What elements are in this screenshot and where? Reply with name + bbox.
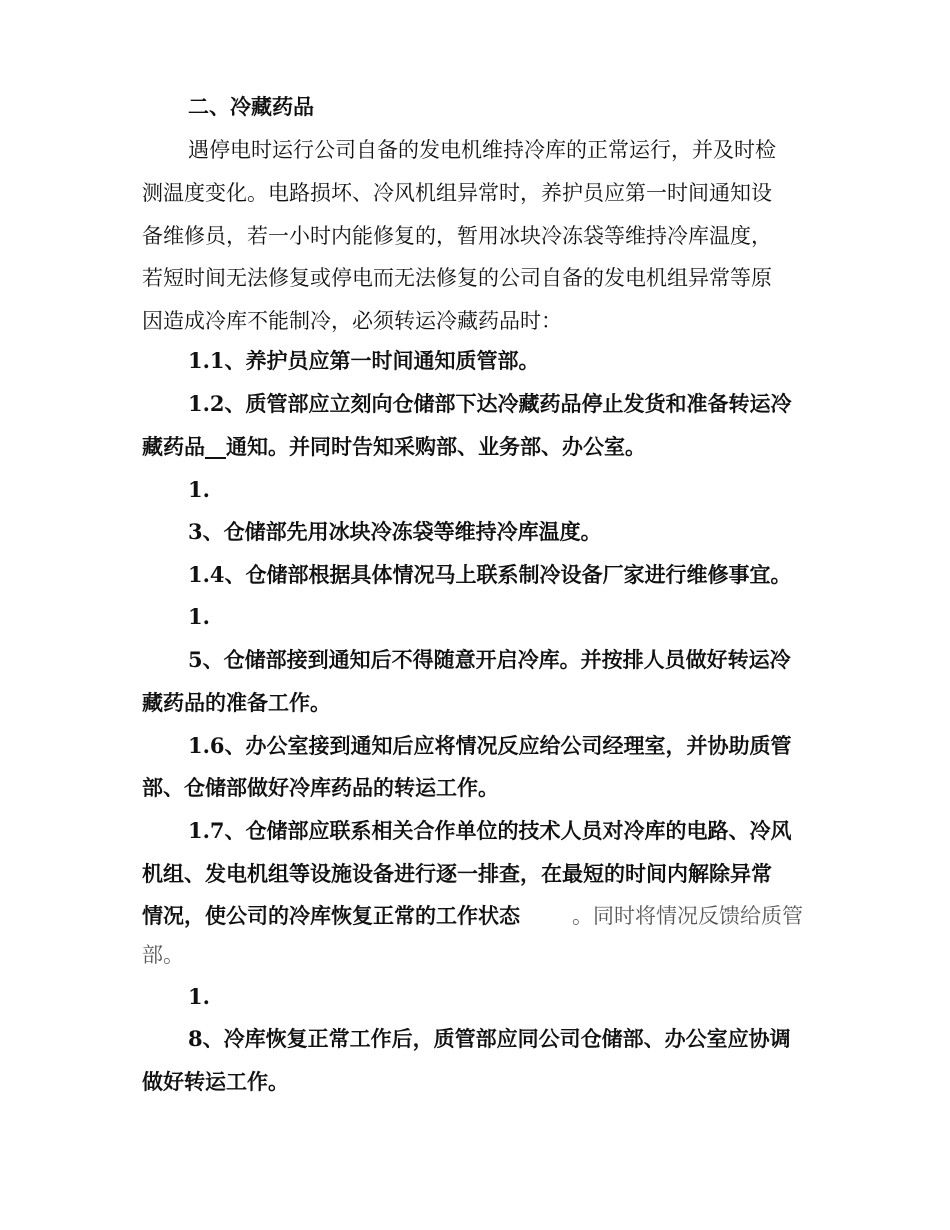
item-1-8-cont: 做好转运工作。 bbox=[142, 1069, 289, 1094]
item-1-7: 1.7、仓储部应联系相关合作单位的技术人员对冷库的电路、冷风 bbox=[188, 818, 792, 843]
item-1-8-number: 1. bbox=[188, 984, 210, 1009]
item-1-3-number: 1. bbox=[188, 477, 210, 502]
item-1-2-cont: 藏药品__通知。并同时告知采购部、业务部、办公室。 bbox=[142, 434, 646, 459]
item-1-4: 1.4、仓储部根据具体情况马上联系制冷设备厂家进行维修事宜。 bbox=[188, 562, 792, 587]
item-1-5-cont: 藏药品的准备工作。 bbox=[142, 690, 331, 715]
item-1-6: 1.6、办公室接到通知后应将情况反应给公司经理室，并协助质管 bbox=[188, 733, 792, 758]
item-1-5-number: 1. bbox=[188, 604, 210, 629]
intro-line: 因造成冷库不能制冷，必须转运冷藏药品时： bbox=[142, 309, 562, 333]
item-1-8: 8、冷库恢复正常工作后，质管部应同公司仓储部、办公室应协调 bbox=[188, 1026, 791, 1051]
intro-line: 测温度变化。电路损坏、冷风机组异常时，养护员应第一时间通知设 bbox=[142, 181, 772, 205]
item-1-7-cont: 情况，使公司的冷库恢复正常的工作状态 bbox=[142, 903, 520, 928]
item-1-5: 5、仓储部接到通知后不得随意开启冷库。并按排人员做好转运冷 bbox=[188, 647, 791, 672]
item-1-2: 1.2、质管部应立刻向仓储部下达冷藏药品停止发货和准备转运冷 bbox=[188, 391, 792, 416]
section-heading: 二、冷藏药品 bbox=[188, 94, 314, 119]
item-1-6-cont: 部、仓储部做好冷库药品的转运工作。 bbox=[142, 775, 499, 800]
item-1-7-cont-regular: 部。 bbox=[142, 943, 184, 967]
intro-line: 若短时间无法修复或停电而无法修复的公司自备的发电机组异常等原 bbox=[142, 266, 772, 290]
item-1-7-cont: 机组、发电机组等设施设备进行逐一排查，在最短的时间内解除异常 bbox=[142, 861, 772, 886]
item-1-1: 1.1、养护员应第一时间通知质管部。 bbox=[188, 348, 540, 373]
item-1-7-cont-regular: 。同时将情况反馈给质管 bbox=[572, 904, 803, 928]
item-1-3: 3、仓储部先用冰块冷冻袋等维持冷库温度。 bbox=[188, 519, 602, 544]
intro-line: 备维修员，若一小时内能修复的，暂用冰块冷冻袋等维持冷库温度， bbox=[142, 224, 772, 248]
intro-line: 遇停电时运行公司自备的发电机维持冷库的正常运行，并及时检 bbox=[188, 138, 776, 162]
